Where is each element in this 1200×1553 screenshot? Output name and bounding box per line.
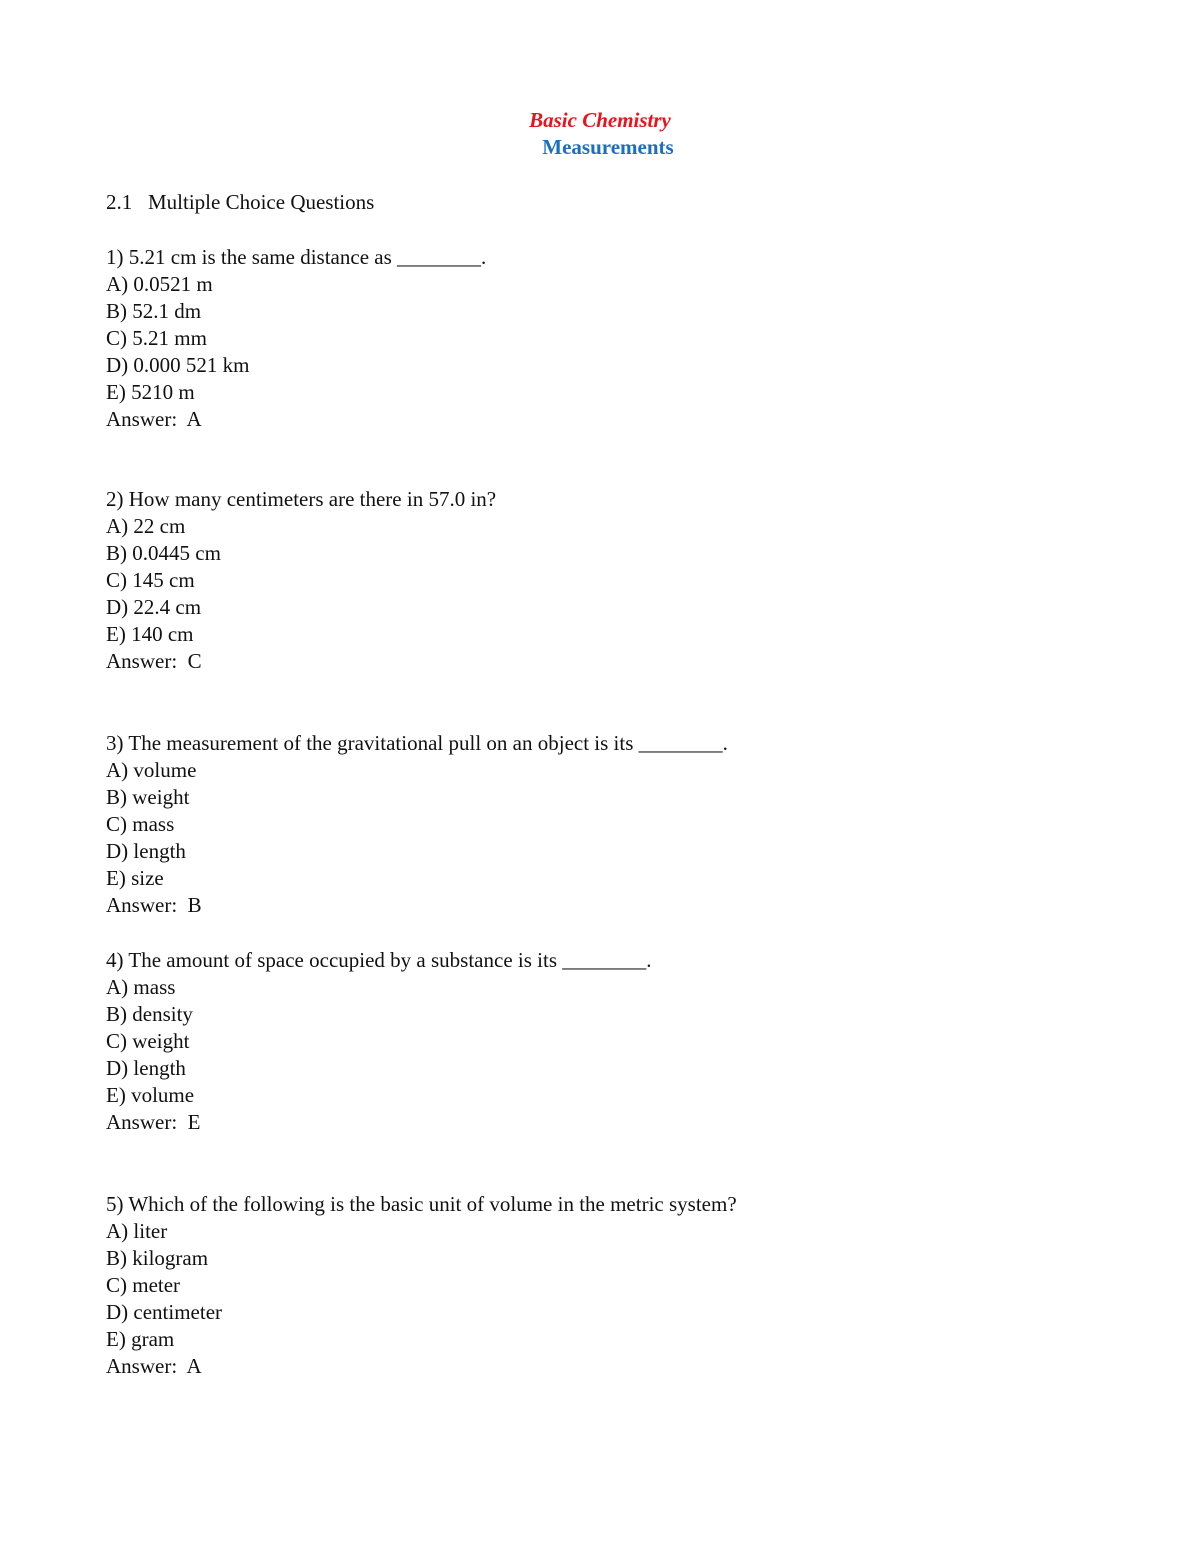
option-a: A) 22 cm xyxy=(106,514,186,538)
document-title: Basic Chemistry xyxy=(529,108,671,132)
option-b: B) kilogram xyxy=(106,1246,209,1270)
question-3 xyxy=(106,730,728,919)
answer: Answer: A xyxy=(106,407,202,431)
question-prompt: 4) The amount of space occupied by a substance is its ________. xyxy=(106,948,652,972)
answer: Answer: B xyxy=(106,893,202,917)
question-4 xyxy=(106,947,652,1136)
option-d: D) 0.000 521 km xyxy=(106,353,250,377)
option-c: C) weight xyxy=(106,1029,190,1053)
option-d: D) length xyxy=(106,839,186,863)
option-e: E) 140 cm xyxy=(106,622,194,646)
section-heading xyxy=(106,189,374,216)
option-d: D) 22.4 cm xyxy=(106,595,202,619)
question-prompt: 2) How many centimeters are there in 57.0 in? xyxy=(106,487,497,511)
question-5 xyxy=(106,1191,737,1380)
question-prompt: 3) The measurement of the gravitational pull on an object is its ________. xyxy=(106,731,728,755)
document-subtitle: Measurements xyxy=(542,135,674,159)
option-a: A) 0.0521 m xyxy=(106,272,213,296)
option-e: E) gram xyxy=(106,1327,175,1351)
option-c: C) meter xyxy=(106,1273,181,1297)
option-c: C) 5.21 mm xyxy=(106,326,207,350)
option-a: A) volume xyxy=(106,758,197,782)
answer: Answer: C xyxy=(106,649,202,673)
option-c: C) 145 cm xyxy=(106,568,195,592)
option-d: D) length xyxy=(106,1056,186,1080)
option-b: B) 0.0445 cm xyxy=(106,541,221,565)
option-a: A) mass xyxy=(106,975,176,999)
question-1 xyxy=(106,244,486,433)
option-d: D) centimeter xyxy=(106,1300,223,1324)
question-prompt: 5) Which of the following is the basic unit of volume in the metric system? xyxy=(106,1192,737,1216)
section-title: Multiple Choice Questions xyxy=(148,190,375,214)
option-c: C) mass xyxy=(106,812,175,836)
option-e: E) volume xyxy=(106,1083,195,1107)
answer: Answer: E xyxy=(106,1110,201,1134)
option-b: B) 52.1 dm xyxy=(106,299,202,323)
question-2 xyxy=(106,486,496,675)
option-b: B) weight xyxy=(106,785,190,809)
option-e: E) 5210 m xyxy=(106,380,195,404)
option-e: E) size xyxy=(106,866,164,890)
section-number: 2.1 xyxy=(106,190,133,214)
question-prompt: 1) 5.21 cm is the same distance as ________. xyxy=(106,245,487,269)
option-a: A) liter xyxy=(106,1219,168,1243)
answer: Answer: A xyxy=(106,1354,202,1378)
option-b: B) density xyxy=(106,1002,193,1026)
